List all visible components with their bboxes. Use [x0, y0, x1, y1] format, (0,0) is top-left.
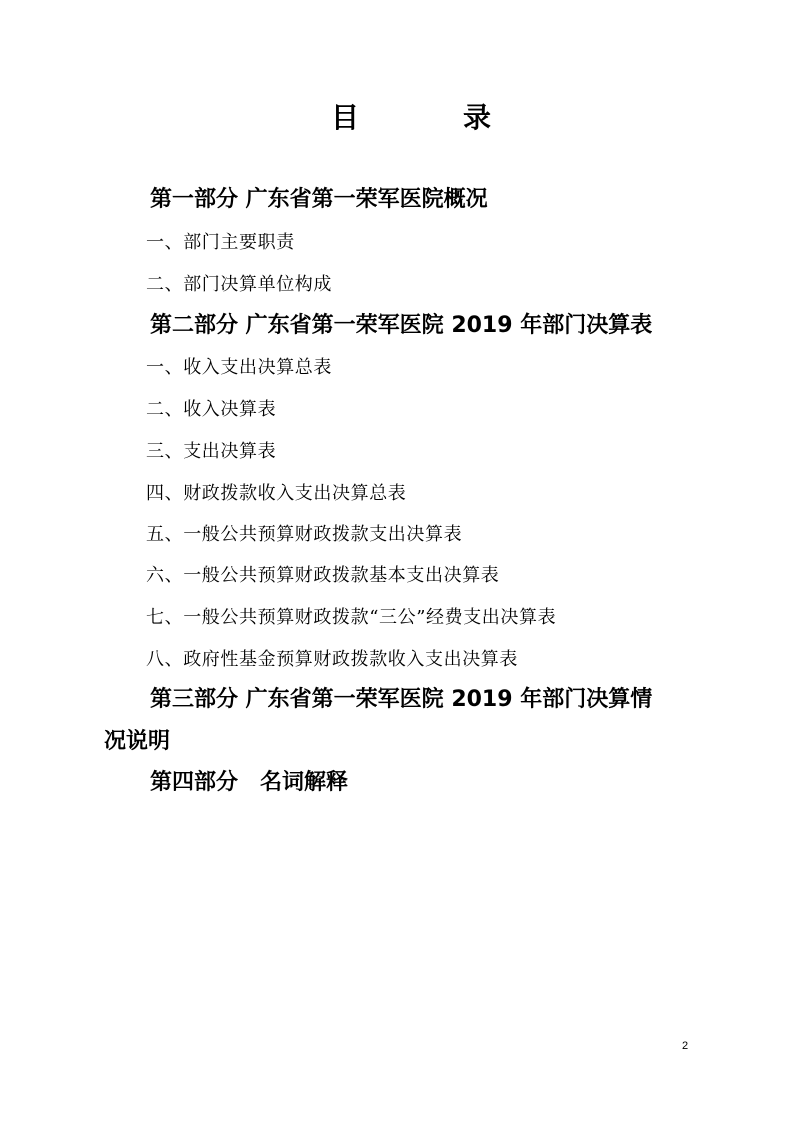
page-number: 2 [682, 1040, 689, 1052]
part2-title: 第二部分 广东省第一荣军医院 2019 年部门决算表 [150, 313, 653, 338]
part1-item-2: 二、部门决算单位构成 [146, 274, 332, 295]
toc-title [0, 96, 794, 140]
part2-item-1: 一、收入支出决算总表 [146, 357, 332, 378]
part2-item-3: 三、支出决算表 [146, 441, 277, 462]
part2-item-2: 二、收入决算表 [146, 399, 277, 420]
toc-title-right: 录 [463, 101, 492, 134]
part1-item-1: 一、部门主要职责 [146, 232, 295, 253]
part2-item-8: 八、政府性基金预算财政拨款收入支出决算表 [146, 649, 518, 670]
part3-title-line1: 第三部分 广东省第一荣军医院 2019 年部门决算情 [150, 687, 653, 712]
part2-item-7: 七、一般公共预算财政拨款“三公”经费支出决算表 [146, 607, 557, 628]
part3-title-line2: 况说明 [104, 729, 171, 754]
toc-title-left: 目 [331, 101, 360, 134]
part2-item-4: 四、财政拨款收入支出决算总表 [146, 483, 407, 504]
part2-item-6: 六、一般公共预算财政拨款基本支出决算表 [146, 565, 500, 586]
part2-item-5: 五、一般公共预算财政拨款支出决算表 [146, 524, 463, 545]
part1-title: 第一部分 广东省第一荣军医院概况 [150, 187, 488, 212]
part4-title: 第四部分 名词解释 [150, 770, 349, 795]
